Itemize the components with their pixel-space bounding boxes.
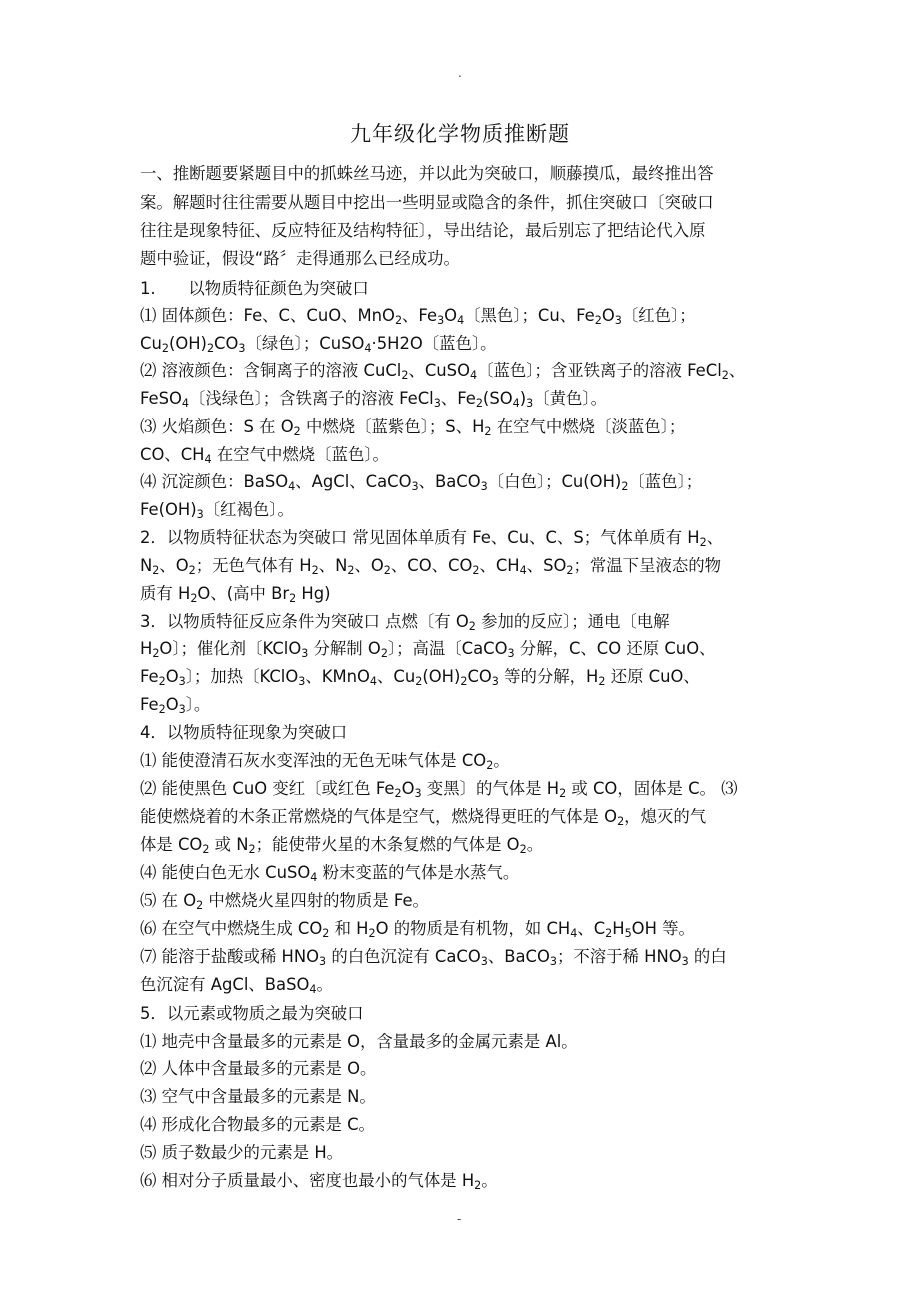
text-line: CO、$CH_4$ 在空气中燃烧〔蓝色〕。 <box>140 445 389 467</box>
text-line: 5．以元素或物质之最为突破口 <box>140 1004 364 1023</box>
text-line: ⑷ 能使白色无水 CuSO$_4$ 粉末变蓝的气体是水蒸气。 <box>140 863 520 885</box>
text-line: ⑺ 能溶于盐酸或稀 $HNO_3$ 的白色沉淀有 CaCO$_3$、BaCO$_3$；不溶于稀 $HNO_3$ 的白 <box>140 947 727 969</box>
text-line: ⑵ 溶液颜色：含铜离子的溶液 CuCl$_2$、CuSO$_4$〔蓝色〕；含亚铁离子的溶液 FeCl$_2$、 <box>140 361 746 383</box>
text-line: 题中验证，假设“路〞走得通那么已经成功。 <box>140 249 460 268</box>
text-line: $Fe(OH)_3$〔红褐色〕。 <box>140 500 294 522</box>
text-line: 案。解题时往往需要从题目中挖出一些明显或隐含的条件，抓住突破口〔突破口 <box>140 193 714 212</box>
text-line: 4．以物质特征现象为突破口 <box>140 723 348 742</box>
page-title: 九年级化学物质推断题 <box>350 122 570 146</box>
header-dot: . <box>458 66 462 80</box>
text-line: 能使燃烧着的木条正常燃烧的气体是空气，燃烧得更旺的气体是 $O_2$，熄灭的气 <box>140 807 707 829</box>
text-line: ⑸ 质子数最少的元素是 H。 <box>140 1143 344 1162</box>
text-line: ⑷ 沉淀颜色：BaSO$_4$、AgCl、CaCO$_3$、BaCO$_3$〔白色〕；$Cu(OH)_2$〔蓝色〕； <box>140 472 703 494</box>
text-line: $H_2O$〕；催化剂〔KClO$_3$ 分解制 $O_2$〕；高温〔CaCO$_3$ 分解，C、CO 还原 CuO、 <box>140 639 716 661</box>
text-line: ⑶ 空气中含量最多的元素是 N。 <box>140 1087 376 1106</box>
footer-dash: - <box>457 1212 462 1226</box>
text-line: ⑶ 火焰颜色：S 在 $O_2$ 中燃烧〔蓝紫色〕；S、$H_2$ 在空气中燃烧〔淡蓝色〕； <box>140 417 686 439</box>
text-line: 色沉淀有 AgCl、BaSO$_4$。 <box>140 975 333 997</box>
text-line: 体是 $CO_2$ 或 $N_2$；能使带火星的木条复燃的气体是 $O_2$。 <box>140 835 544 857</box>
text-line: ⑴ 能使澄清石灰水变浑浊的无色无味气体是 $CO_2$。 <box>140 751 510 773</box>
text-line: 往往是现象特征、反应特征及结构特征〕，导出结论，最后别忘了把结论代入原 <box>140 221 706 240</box>
text-line: ⑷ 形成化合物最多的元素是 C。 <box>140 1115 375 1134</box>
text-line: $N_2$、$O_2$；无色气体有 $H_2$、$N_2$、$O_2$、CO、$CO_2$、$CH_4$、$SO_2$；常温下呈液态的物 <box>140 556 722 578</box>
text-line: ⑹ 相对分子质量最小、密度也最小的气体是 $H_2$。 <box>140 1171 498 1193</box>
text-line: $Fe_2O_3$〕。 <box>140 695 211 717</box>
text-line: ⑵ 人体中含量最多的元素是 O。 <box>140 1059 377 1078</box>
text-line: 1. 以物质特征颜色为突破口 <box>140 279 369 298</box>
text-line: ⑴ 地壳中含量最多的元素是 O，含量最多的金属元素是 Al。 <box>140 1032 578 1051</box>
text-line: 2．以物质特征状态为突破口 常见固体单质有 Fe、Cu、C、S；气体单质有 $H_2$、 <box>140 528 724 550</box>
text-line: 一、推断题要紧题目中的抓蛛丝马迹，并以此为突破口，顺藤摸瓜，最终推出答 <box>140 164 714 183</box>
text-line: ⑴ 固体颜色：Fe、C、CuO、MnO$_2$、$Fe_3O_4$〔黑色〕；Cu、$Fe_2O_3$〔红色〕； <box>140 306 696 328</box>
text-line: $Fe_2O_3$〕；加热〔KClO$_3$、KMnO$_4$、$Cu_2(OH)_2CO_3$ 等的分解，$H_2$ 还原 CuO、 <box>140 667 700 689</box>
text-line: ⑹ 在空气中燃烧生成 $CO_2$ 和 $H_2O$ 的物质是有机物，如 $CH_4$、$C_2H_5OH$ 等。 <box>140 919 695 941</box>
text-line: ⑵ 能使黑色 CuO 变红〔或红色 $Fe_2O_3$ 变黑〕的气体是 $H_2$ 或 CO，固体是 C。 ⑶ <box>140 779 738 801</box>
text-line: ⑸ 在 $O_2$ 中燃烧火星四射的物质是 Fe。 <box>140 891 429 913</box>
text-line: FeSO$_4$〔浅绿色〕；含铁离子的溶液 FeCl$_3$、$Fe_2(SO_4)_3$〔黄色〕。 <box>140 389 607 411</box>
text-line: $Cu_2(OH)_2CO_3$〔绿色〕；CuSO$_4$·5H2O〔蓝色〕。 <box>140 334 497 356</box>
text-line: 质有 $H_2O$、(高中 $Br_2$ Hg) <box>140 584 331 606</box>
text-line: 3．以物质特征反应条件为突破口 点燃〔有 $O_2$ 参加的反应〕；通电〔电解 <box>140 612 670 634</box>
